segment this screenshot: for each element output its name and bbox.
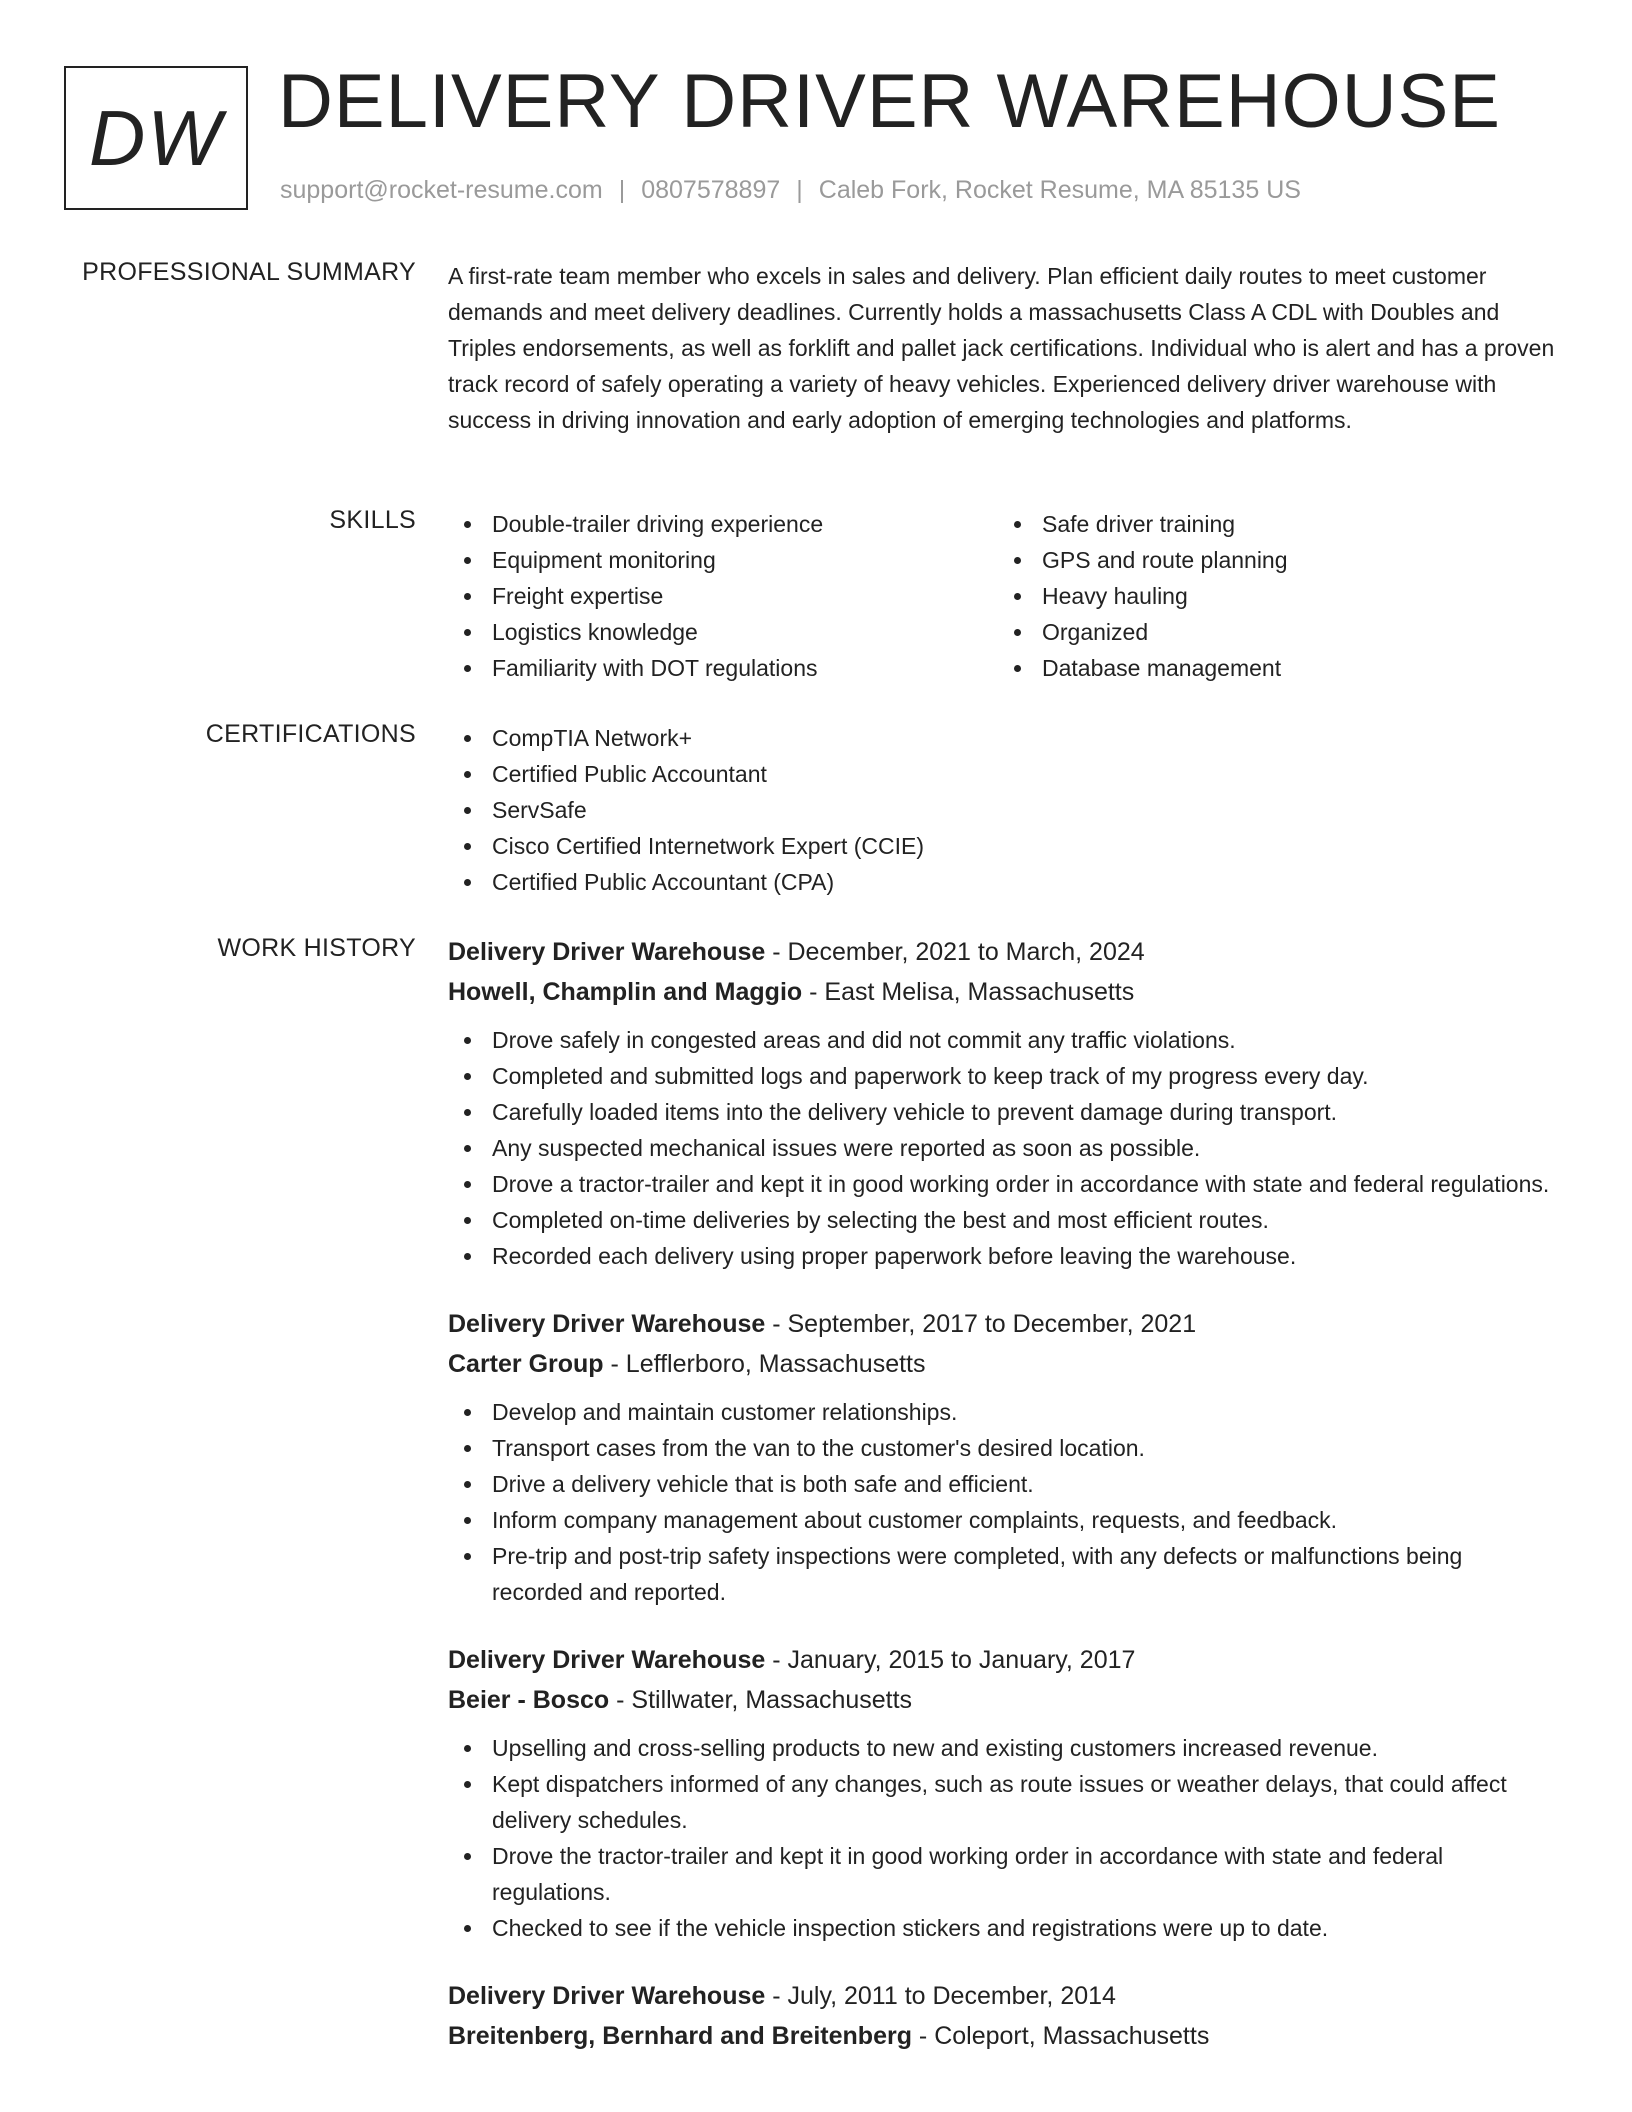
- skill-item: Database management: [998, 650, 1548, 686]
- job-duty-item: Kept dispatchers informed of any changes, such as route issues or weather delays, that could affect delivery schedules.: [448, 1766, 1558, 1838]
- job-company-line: [448, 1680, 1558, 1720]
- job-duty-item: Carefully loaded items into the delivery vehicle to prevent damage during transport.: [448, 1094, 1558, 1130]
- section-label-skills: SKILLS: [329, 506, 416, 534]
- job-location: - Lefflerboro, Massachusetts: [603, 1350, 926, 1378]
- job-dates: - September, 2017 to December, 2021: [765, 1310, 1197, 1338]
- summary-text: A first-rate team member who excels in sales and delivery. Plan efficient daily routes to meet customer demands and meet delivery deadlines. Currently holds a massachusetts Class A CDL with Doubles and Triples endorsements, as well as forklift and pallet jack certifications. Individual who is alert and has a proven track record of safely operating a variety of heavy vehicles. Experienced delivery driver warehouse with success in driving innovation and early adoption of emerging technologies and platforms.: [448, 263, 1555, 433]
- skill-item: Double-trailer driving experience: [448, 506, 998, 542]
- certifications-list: [448, 720, 1558, 900]
- job-entry: [448, 1976, 1558, 2056]
- job-company: Beier - Bosco: [448, 1686, 610, 1714]
- contact-address: Caleb Fork, Rocket Resume, MA 85135 US: [818, 176, 1301, 204]
- skill-item: Freight expertise: [448, 578, 998, 614]
- job-company: Breitenberg, Bernhard and Breitenberg: [448, 2022, 912, 2050]
- certification-item: Cisco Certified Internetwork Expert (CCIE): [448, 828, 1558, 864]
- job-dates: - July, 2011 to December, 2014: [765, 1982, 1116, 2010]
- job-duties-list: [448, 1394, 1558, 1610]
- skill-item: GPS and route planning: [998, 542, 1548, 578]
- job-duty-item: Pre-trip and post-trip safety inspections were completed, with any defects or malfunctions being recorded and reported.: [448, 1538, 1558, 1610]
- job-entry: [448, 932, 1558, 1274]
- skill-item: Familiarity with DOT regulations: [448, 650, 998, 686]
- job-dates: - December, 2021 to March, 2024: [765, 938, 1145, 966]
- job-company: Carter Group: [448, 1350, 604, 1378]
- job-title-line: [448, 1976, 1558, 2016]
- job-location: - East Melisa, Massachusetts: [802, 978, 1135, 1006]
- job-company-line: [448, 972, 1558, 1012]
- job-title: Delivery Driver Warehouse: [448, 1646, 766, 1674]
- job-title-line: [448, 1304, 1558, 1344]
- section-label-work-history: WORK HISTORY: [217, 934, 416, 962]
- job-location: - Coleport, Massachusetts: [911, 2022, 1210, 2050]
- job-duty-item: Drove the tractor-trailer and kept it in good working order in accordance with state and federal regulations.: [448, 1838, 1558, 1910]
- job-duty-item: Upselling and cross-selling products to new and existing customers increased revenue.: [448, 1730, 1558, 1766]
- job-title-line: [448, 1640, 1558, 1680]
- job-entry: [448, 1304, 1558, 1610]
- job-title: Delivery Driver Warehouse: [448, 1982, 766, 2010]
- job-entry: [448, 1640, 1558, 1946]
- section-label-certifications: CERTIFICATIONS: [205, 720, 416, 748]
- job-company: Howell, Champlin and Maggio: [448, 978, 803, 1006]
- contact-separator: |: [618, 176, 626, 204]
- job-duties-list: [448, 1022, 1558, 1274]
- job-duty-item: Develop and maintain customer relationships.: [448, 1394, 1558, 1430]
- job-company-line: [448, 1344, 1558, 1384]
- job-company-line: [448, 2016, 1558, 2056]
- job-duty-item: Drove a tractor-trailer and kept it in good working order in accordance with state and federal regulations.: [448, 1166, 1558, 1202]
- work-history-list: [448, 932, 1558, 2086]
- skills-list-right: [998, 506, 1548, 686]
- skill-item: Safe driver training: [998, 506, 1548, 542]
- contact-phone: 0807578897: [641, 176, 781, 204]
- job-duty-item: Transport cases from the van to the customer's desired location.: [448, 1430, 1558, 1466]
- skill-item: Organized: [998, 614, 1548, 650]
- skill-item: Heavy hauling: [998, 578, 1548, 614]
- certification-item: CompTIA Network+: [448, 720, 1558, 756]
- job-duties-list: [448, 1730, 1558, 1946]
- contact-email: support@rocket-resume.com: [280, 176, 603, 204]
- monogram-logo: DW: [64, 66, 248, 210]
- contact-line: [280, 176, 1301, 205]
- job-duty-item: Completed on-time deliveries by selecting the best and most efficient routes.: [448, 1202, 1558, 1238]
- job-duty-item: Recorded each delivery using proper paperwork before leaving the warehouse.: [448, 1238, 1558, 1274]
- certification-item: ServSafe: [448, 792, 1558, 828]
- section-label-summary: PROFESSIONAL SUMMARY: [82, 258, 416, 286]
- job-duty-item: Inform company management about customer complaints, requests, and feedback.: [448, 1502, 1558, 1538]
- job-title-line: [448, 932, 1558, 972]
- job-title: Delivery Driver Warehouse: [448, 938, 766, 966]
- certification-item: Certified Public Accountant: [448, 756, 1558, 792]
- job-duty-item: Checked to see if the vehicle inspection stickers and registrations were up to date.: [448, 1910, 1558, 1946]
- job-location: - Stillwater, Massachusetts: [609, 1686, 913, 1714]
- contact-separator: |: [796, 176, 803, 204]
- certification-item: Certified Public Accountant (CPA): [448, 864, 1558, 900]
- job-duty-item: Drive a delivery vehicle that is both safe and efficient.: [448, 1466, 1558, 1502]
- job-duty-item: Completed and submitted logs and paperwork to keep track of my progress every day.: [448, 1058, 1558, 1094]
- job-duty-item: Drove safely in congested areas and did not commit any traffic violations.: [448, 1022, 1558, 1058]
- skills-list-left: [448, 506, 998, 686]
- job-title: Delivery Driver Warehouse: [448, 1310, 766, 1338]
- job-dates: - January, 2015 to January, 2017: [765, 1646, 1136, 1674]
- job-duty-item: Any suspected mechanical issues were reported as soon as possible.: [448, 1130, 1558, 1166]
- resume-name: DELIVERY DRIVER WAREHOUSE: [278, 59, 1502, 144]
- skill-item: Logistics knowledge: [448, 614, 998, 650]
- skill-item: Equipment monitoring: [448, 542, 998, 578]
